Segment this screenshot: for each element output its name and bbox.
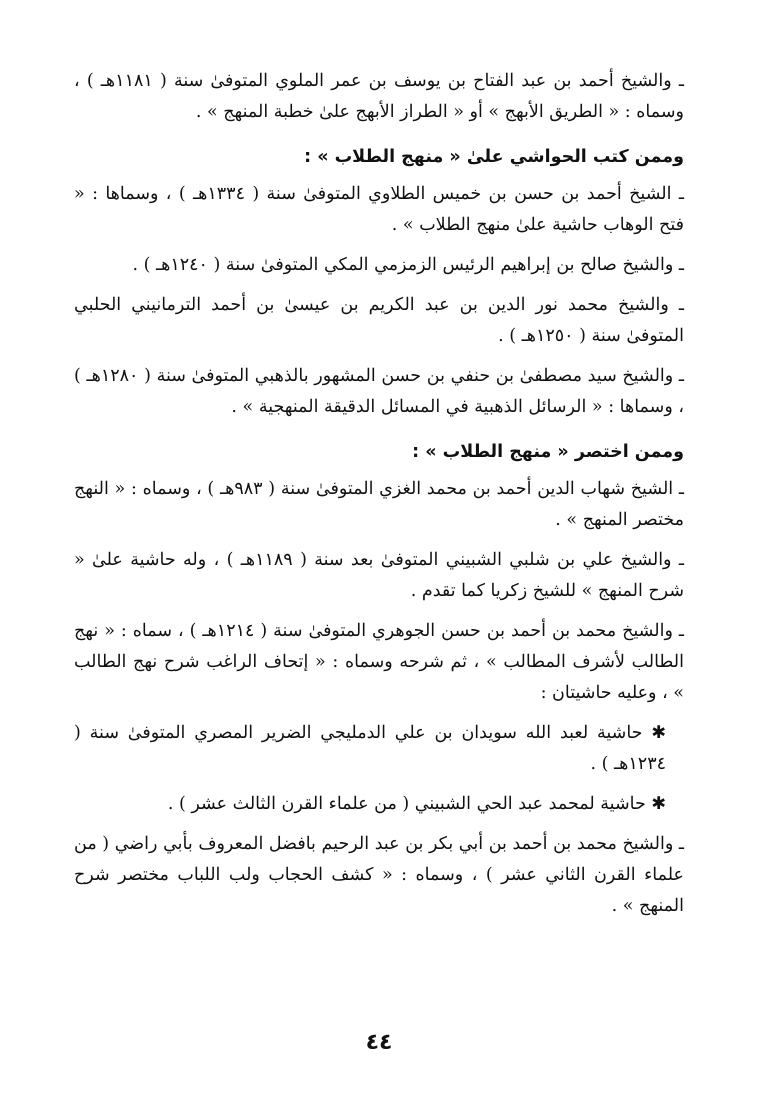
page-number: ٤٤ [365,1030,393,1055]
bullet-abdulhayy: ✱ حاشية لمحمد عبد الحي الشبيني ( من علماء القرن الثالث عشر ) . [167,794,666,814]
paragraph-ghazzi: ـ الشيخ شهاب الدين أحمد بن محمد الغزي المتوفىٰ سنة ( ٩٨٣هـ ) ، وسماه : « النهج مختصر المنهج » . [74,479,684,530]
paragraph-tilawi: ـ الشيخ أحمد بن حسن بن خميس الطلاوي المتوفىٰ سنة ( ١٣٣٤هـ ) ، وسماها : « فتح الوهاب حاشية علىٰ منهج الطلاب » . [74,184,684,235]
section-heading-mukhtasar: وممن اختصر « منهج الطلاب » : [412,442,684,462]
section-heading-hawashi: وممن كتب الحواشي علىٰ « منهج الطلاب » : [304,147,684,167]
paragraph-tirmanini: ـ والشيخ محمد نور الدين بن عبد الكريم بن عيسىٰ بن أحمد الترمانيني الحلبي المتوفىٰ سنة ( ١٢٥٠هـ ) . [74,295,684,346]
paragraph-dhahabi: ـ والشيخ سيد مصطفىٰ بن حنفي بن حسن المشهور بالذهبي المتوفىٰ سنة ( ١٢٨٠هـ ) ، وسماها : « الرسائل الذهبية في المسائل الدقيقة المنهجية » . [74,366,684,417]
page-body [74,66,684,931]
paragraph-shubaini: ـ والشيخ علي بن شلبي الشبيني المتوفىٰ بعد سنة ( ١١٨٩هـ ) ، وله حاشية علىٰ « شرح المنهج » للشيخ زكريا كما تقدم . [74,550,684,601]
paragraph-malawi: ـ والشيخ أحمد بن عبد الفتاح بن يوسف بن عمر الملوي المتوفىٰ سنة ( ١١٨١هـ ) ، وسماه : « الطريق الأبهج » أو « الطراز الأبهج علىٰ خطبة المنهج » . [74,71,684,122]
paragraph-abu-radi: ـ والشيخ محمد بن أحمد بن أبي بكر بن عبد الرحيم بافضل المعروف بأبي راضي ( من علماء القرن الثاني عشر ) ، وسماه : « كشف الحجاب ولب اللباب مختصر شرح المنهج » . [74,834,684,916]
paragraph-jawhari: ـ والشيخ محمد بن أحمد بن حسن الجوهري المتوفىٰ سنة ( ١٢١٤هـ ) ، سماه : « نهج الطالب لأشرف المطالب » ، ثم شرحه وسماه : « إتحاف الراغب شرح نهج الطالب » ، وعليه حاشيتان : [74,621,685,703]
paragraph-zamzami: ـ والشيخ صالح بن إبراهيم الرئيس الزمزمي المكي المتوفىٰ سنة ( ١٢٤٠هـ ) . [132,255,684,275]
bullet-damliji: ✱ حاشية لعبد الله سويدان بن علي الدمليجي الضرير المصري المتوفىٰ سنة ( ١٢٣٤هـ ) . [74,723,666,774]
